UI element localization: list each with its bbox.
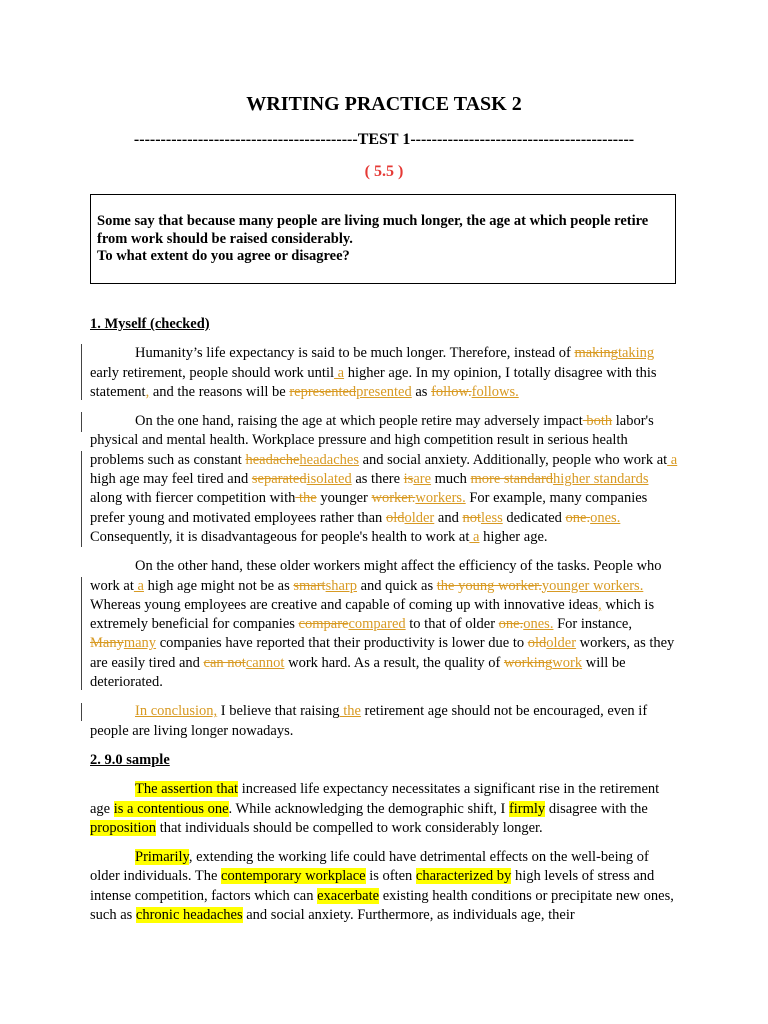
text-run: younger: [316, 490, 372, 507]
text-run: is often: [365, 868, 416, 885]
text-run: increased life expectancy necessitates a significant rise in the retirement age: [90, 781, 660, 817]
highlighted-phrase: contemporary workplace: [221, 868, 366, 885]
inserted-text: are: [413, 471, 432, 488]
inserted-text: isolated: [306, 471, 352, 488]
inserted-text: older: [546, 635, 577, 652]
prompt-box: [90, 194, 676, 284]
text-run: For example, many companies prefer young and motivated employees rather than: [90, 490, 648, 526]
deleted-text: the young worker.: [436, 577, 542, 594]
inserted-text: a: [133, 577, 144, 594]
text-run: high age might not be as: [143, 577, 294, 594]
deleted-text: more standard: [470, 471, 554, 488]
test-subtitle: ------------------------------------------TEST 1------------------------------------------: [133, 131, 635, 148]
text-run: as: [411, 383, 432, 400]
text-run: and the reasons will be: [149, 383, 290, 400]
deleted-text: Many: [90, 635, 124, 652]
inserted-text: In conclusion,: [135, 703, 218, 720]
change-bar: [81, 703, 82, 721]
text-run: and: [434, 509, 463, 526]
text-run: retirement age should not be encouraged, even if people are living longer nowadays.: [90, 703, 648, 739]
inserted-text: younger workers.: [541, 577, 644, 594]
highlighted-phrase: Primarily: [135, 849, 189, 866]
score-label: ( 5.5 ): [364, 163, 404, 180]
highlighted-phrase: chronic headaches: [135, 907, 243, 924]
inserted-text: many: [123, 635, 157, 652]
inserted-text: a: [469, 528, 480, 545]
highlighted-phrase: characterized by: [415, 868, 512, 885]
text-run: existing health conditions or precipitate new ones, such as: [90, 887, 674, 924]
highlighted-phrase: The assertion that: [135, 781, 239, 798]
paragraph-conclusion: [90, 702, 680, 741]
text-run: Whereas young employees are creative and capable of coming up with innovative ideas: [90, 596, 599, 613]
inserted-text: the: [339, 703, 361, 720]
deleted-text: compare: [298, 616, 349, 633]
deleted-text: represented: [289, 383, 357, 400]
text-run: , extending the working life could have detrimental effects on the well-being of older individuals. The: [90, 849, 649, 885]
inserted-text: a: [334, 364, 345, 381]
inserted-text: ,: [598, 596, 602, 613]
text-run: early retirement, people should work until: [90, 364, 335, 381]
deleted-text: old: [385, 509, 405, 526]
text-run: dedicated: [502, 509, 566, 526]
inserted-text: sharp: [325, 577, 357, 594]
text-run: to that of older: [405, 616, 499, 633]
text-run: On the other hand, these older workers might affect the efficiency of the tasks. People who work at: [90, 558, 662, 594]
inserted-text: higher standards: [553, 471, 649, 488]
deleted-text: is: [403, 471, 414, 488]
text-run: For instance,: [553, 616, 632, 633]
text-run: Humanity’s life expectancy is said to be much longer. Therefore, instead of: [135, 345, 575, 362]
prompt-question: To what extent do you agree or disagree?: [97, 248, 350, 264]
highlighted-phrase: firmly: [508, 800, 546, 817]
text-run: companies have reported that their productivity is lower due to: [156, 635, 528, 652]
deleted-text: working: [503, 654, 553, 671]
prompt-statement: Some say that because many people are living much longer, the age at which people retire from work should be raised considerably.: [97, 213, 649, 247]
inserted-text: less: [480, 509, 503, 526]
highlighted-phrase: exacerbate: [317, 887, 380, 904]
deleted-text: one.: [565, 509, 591, 526]
paragraph-body-2: [90, 557, 680, 692]
inserted-text: ones.: [590, 509, 621, 526]
text-run: workers, as they are easily tired and: [90, 635, 675, 671]
text-run: . While acknowledging the demographic shift, I: [228, 800, 509, 817]
inserted-text: headaches: [299, 451, 359, 468]
text-run: as there: [351, 471, 404, 488]
deleted-text: worker.: [371, 490, 416, 507]
text-run: will be deteriorated.: [90, 654, 626, 691]
inserted-text: work: [552, 654, 583, 671]
text-run: which is extremely beneficial for companies: [90, 596, 655, 633]
section-heading-sample: 2. 9.0 sample: [90, 752, 170, 768]
inserted-text: compared: [348, 616, 406, 633]
inserted-text: follows.: [471, 383, 519, 400]
text-run: much: [431, 471, 471, 488]
deleted-text: can not: [203, 654, 246, 671]
inserted-text: a: [667, 451, 678, 468]
change-bar: [81, 412, 82, 432]
deleted-text: not: [462, 509, 481, 526]
text-run: disagree with the: [545, 800, 648, 817]
deleted-text: one.: [498, 616, 524, 633]
text-run: On the one hand, raising the age at which people retire may adversely impact: [135, 413, 583, 430]
inserted-text: ,: [145, 383, 150, 400]
deleted-text: old: [527, 635, 547, 652]
deleted-text: making: [574, 345, 618, 362]
deleted-text: separated: [251, 471, 307, 488]
text-run: high age may feel tired and: [90, 471, 252, 488]
sample-paragraph-body: [90, 848, 680, 925]
paragraph-intro: [90, 344, 680, 402]
text-run: and quick as: [357, 577, 437, 594]
text-run: higher age.: [479, 528, 548, 545]
sample-paragraph-intro: [90, 780, 680, 838]
section-heading-myself: 1. Myself (checked): [90, 316, 210, 332]
text-run: and social anxiety. Additionally, people who work at: [358, 451, 668, 468]
highlighted-phrase: is a contentious one: [113, 800, 229, 817]
text-run: along with fiercer competition with: [90, 490, 296, 507]
text-run: work hard. As a result, the quality of: [284, 654, 504, 671]
document-title: WRITING PRACTICE TASK 2: [246, 93, 522, 115]
inserted-text: presented: [356, 383, 412, 400]
deleted-text: both: [582, 413, 613, 430]
change-bar: [81, 451, 82, 547]
inserted-text: workers.: [415, 490, 466, 507]
deleted-text: smart: [293, 577, 326, 594]
deleted-text: headache: [245, 451, 300, 468]
text-run: high levels of stress and intense competition, factors which can: [90, 868, 655, 904]
change-bar: [81, 344, 82, 400]
inserted-text: taking: [617, 345, 655, 362]
deleted-text: follow.: [431, 383, 472, 400]
inserted-text: ones.: [523, 616, 554, 633]
section-sample: [90, 751, 680, 925]
change-bar: [81, 577, 82, 690]
text-run: and social anxiety. Furthermore, as individuals age, their: [242, 907, 575, 924]
highlighted-phrase: proposition: [90, 819, 157, 836]
deleted-text: the: [295, 490, 317, 507]
text-run: I believe that raising: [217, 703, 340, 720]
text-run: Consequently, it is disadvantageous for people's health to work at: [90, 528, 470, 545]
inserted-text: cannot: [245, 654, 285, 671]
text-run: higher age. In my opinion, I totally disagree with this statement: [90, 364, 657, 400]
paragraph-body-1: [90, 412, 680, 547]
text-run: labor's physical and mental health. Workplace pressure and high competition result in serious health problems such as constant: [90, 413, 654, 468]
inserted-text: older: [404, 509, 435, 526]
text-run: that individuals should be compelled to work considerably longer.: [156, 819, 543, 836]
section-myself: [90, 315, 680, 741]
